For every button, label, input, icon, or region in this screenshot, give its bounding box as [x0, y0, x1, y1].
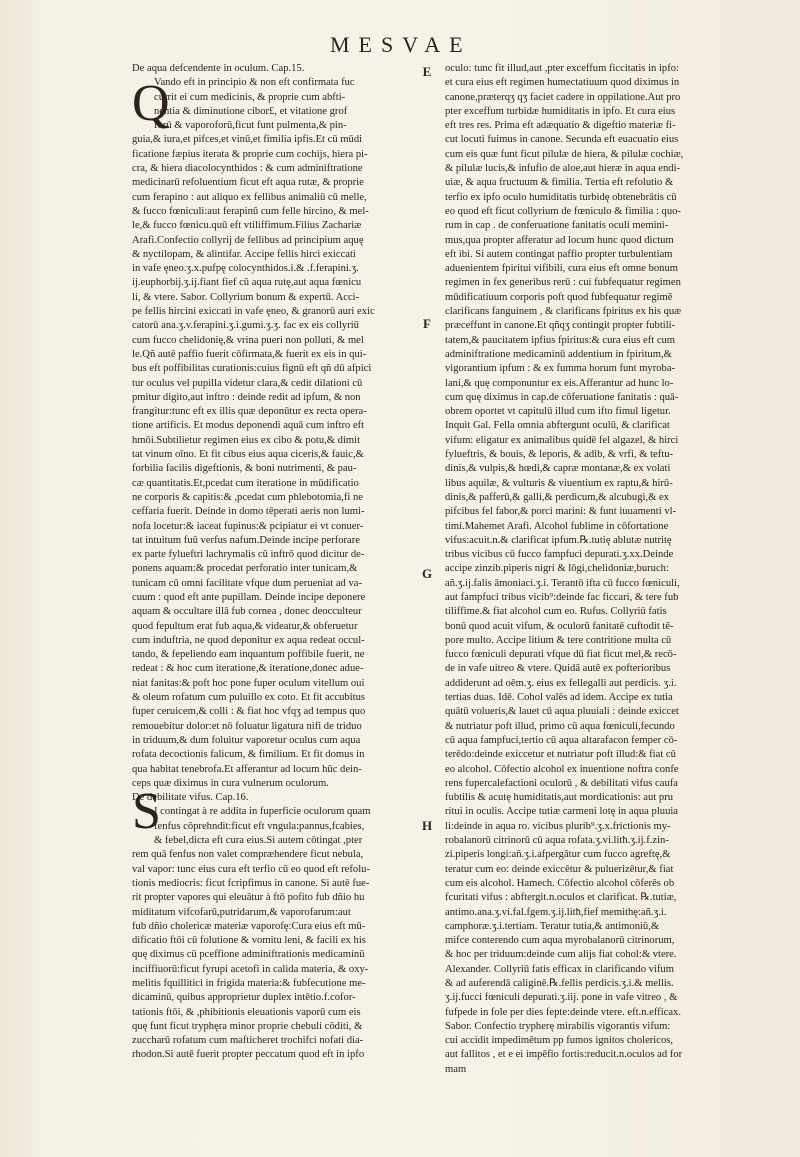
right-column-line: rens fupercalefactioni oculorū , & debilitati vifus caufa [445, 777, 678, 789]
left-column-line: le,& fucco fœnicu.quū eft vtiliffimum.Filius Zachariæ [132, 220, 362, 232]
left-column-line: quod fepultum erat fub aqua,& videatur,& obferuetur [132, 620, 358, 632]
right-column-line: ʒ.ij.fucci fœniculi depurati.ʒ.iij. pone in vafe vitreo , & [445, 992, 678, 1004]
left-column-line: tationis ftōi, & ,phibitionis eleuationis vaporū cum eis [132, 1006, 361, 1018]
right-column-line: Alexander. Collyriū fatis efficax in clarificando vifum [445, 963, 674, 975]
right-column-line: clarificans fanguinem , & clarificans fpiritus ex his quæ [445, 306, 682, 318]
right-column-line: mifce conterendo cum aqua myrobalanorū citrinorum, [445, 935, 675, 947]
left-column-line: le.Qñ autē paffio fuerit cōfirmata,& fuerit ex eis in qui- [132, 348, 367, 360]
left-column-line: tunicam cū omni facilitate vfque dum perueniat ad va- [132, 577, 363, 589]
right-column-line: fcuritati vifus : abftergit.n.oculos et clarificat. ℞.tutiæ, [445, 892, 677, 904]
left-column-line: fuper ceruicem,& colli : & fiat hoc vfqʒ ad tempus quo [132, 706, 366, 718]
left-column-line: ceps quæ diximus in cura vulnerum oculorum. [132, 777, 329, 789]
right-column-line: cui accidit impedimētum pp fumos ignitos cholericos, [445, 1035, 674, 1047]
right-column-line: li:deinde in aqua ro. vicibus plurib⁹.ʒ.x.frictionis my- [445, 820, 671, 832]
left-column-line: li, & vtere. Sabor. Collyrium bonum & expertū. Acci- [132, 291, 360, 303]
right-column-line: teratur cum eo: deinde exiccētur & puluerizētur,& fiat [445, 863, 674, 875]
right-column-line: eo quod eft ficut collyrium de fœniculo & fimilia : quo- [445, 205, 681, 217]
left-column-line: hmōi.Subtilietur regimen eius ex cibo & potu,& dimit [132, 434, 361, 446]
left-column-line: in triduum,& dum foluitur vaporetur oculus cum aqua [132, 734, 361, 746]
right-column-line: obrem oportet vt capitulū illud cum ifto fimul ligetur. [445, 406, 671, 418]
margin-letter-e: E [422, 64, 432, 79]
right-column-line: tertias duas. Idē. Cohol valēs ad idem. Accipe ex tutia [445, 692, 673, 704]
right-column-line: fylueftris, & bouis, & leporis, & adib, & vrfi, & teftu- [445, 449, 674, 461]
left-column-line: fenfus cōprehndit:ficut eft vngula:pannus,fcabies, [154, 820, 365, 832]
right-column-line: & nutriatur poft illud, primo cū aqua fœniculi,fecundo [445, 720, 675, 732]
left-column-line: & oleum rofatum cum puluillo ex coto. Et fit accubitus [132, 692, 366, 704]
left-column-line: redeat : & hoc cum iteratione,& iteratione,donec adue- [132, 663, 364, 675]
right-column-line: fucco fœniculi depurati vfque dū fiat ficut mel,& recō- [445, 649, 677, 661]
right-column-line: cum eis quæ funt ficut pilulæ de hiera, & pilulæ cochiæ, [445, 148, 684, 160]
left-column-line: nofa locetur:& iaceat fupinus:& pcipiatur ei vt conuer- [132, 520, 364, 532]
right-column-line: oculo: tunc fit illud,aut ,pter exceffum ficcitatis in ipfo: [445, 63, 679, 74]
left-column-line: frangitur:tunc eft ex illis quæ deponūtur ex recta opera- [132, 406, 367, 418]
right-column-line: pter exceffum turbidæ humiditatis in ipfo. Et cura eius [445, 105, 676, 117]
right-column-line: antimo.ana.ʒ.vi.fal.fgem.ʒ.ij.litħ,fief memithę:añ.ʒ.i. [445, 906, 667, 918]
drop-cap-s: S [132, 783, 161, 840]
left-column-line: remouebitur dolor:et nō foluatur ligatura nifi de triduo [132, 720, 362, 732]
left-column-line: fub dñio cholericæ materiæ vaporofę:Cura eius eft mū- [132, 920, 366, 932]
right-column-line: pifcibus fel fabor,& porci marini: & funt iuuamenti vl- [445, 506, 677, 518]
right-column-line: dinis,& vulpis,& hœdi,& capræ montanæ,& ex volati [445, 463, 671, 475]
right-column-line: præceffunt in canone.Et qñqʒ contingit propter fubtili- [445, 320, 676, 332]
left-column-line: zuccharū rofatum cum mafticheret trochifci nofati dia- [132, 1035, 364, 1047]
left-column-line: quę funt ficut tryphęra minor proprie chebuli cōditi, & [132, 1020, 363, 1032]
right-column-line: terfio ex ipfo oculo humiditatis turbidę obtenebrātis cū [445, 191, 677, 203]
right-column-line: mam [445, 1063, 467, 1075]
left-column-line: Arafi.Confectio collyrij de fellibus ad principium aquę [132, 234, 364, 246]
right-column-line: lani,& quę componuntur ex eis.Afferantur ad hunc lo- [445, 377, 674, 389]
left-column-line: guia,& iura,et pifces,et vinū,et fimilia ipfis.Et cū mūdi [132, 134, 363, 146]
right-column-line: vifus:acuit.n.& clarificat ipfum.℞.tutię ablutæ nutritę [445, 534, 672, 546]
right-column-line: robalanorū citrinorū cū aqua rofata.ʒ.vi.litħ.ʒ.ij.f.zin- [445, 835, 669, 847]
right-column-line: addiderunt ad oēm.ʒ. eius ex fellegalli aut perdicis. ʒ.i. [445, 677, 677, 689]
left-column-line: niat fanitas:& poft hoc pone fuper oculum vitellum oui [132, 677, 365, 689]
right-column-line: añ.ʒ.ij.falis āmoniaci.ʒ.i. Terantō ifta cū fucco fœniculi, [445, 577, 680, 589]
left-column-line: I contingat à re addita in fuperficie oculorum quam [154, 806, 371, 818]
right-column-line: cū aqua fampfuci,tertio cū aqua altarafacon femper cō- [445, 734, 678, 746]
left-column-line: in vafe ęneo.ʒ.x.pufpę colocynthidos.i.& .f.ferapini.ʒ. [132, 263, 359, 275]
left-column-line: cum induftria, ne quod deponitur ex aqua redeat occul- [132, 634, 365, 646]
right-column-line: Inquit Gal. Fella omnia abftergunt oculū, & clarificat [445, 420, 670, 432]
left-column-line: quę diximus cū pceffione adminiftrationis medicaminū [132, 949, 365, 961]
left-column [132, 62, 427, 1063]
left-column-line: rhodon.Si autē fuerit propter peccatum quod eft in ipfo [132, 1049, 365, 1061]
right-column-line: aut fampfuci tribus vicib⁹:deinde fac ficcari, & tere fub [445, 591, 679, 603]
left-column-line: pe fellis hircini exiccati in vafe ęneo, & granorū auri exic [132, 306, 375, 318]
left-column-line: rem quā fenfus non valet compræhendere ficut nebula, [132, 849, 364, 861]
left-column-line: ij.euphorbij.ʒ.ij.fiant fief cū aqua rutę,aut aqua fœnicu [132, 277, 362, 289]
right-column-line: fubtilis & acutę humiditatis,aut mordicationis: aut pru [445, 792, 674, 804]
left-column-line: De debilitate vifus. Cap.16. [132, 792, 249, 804]
left-column-line: ponens aquam:& procedat perforatio inter tunicam,& [132, 563, 358, 575]
right-column-line: ritui in oculis. Accipe tutiæ carmeni lotę in aqua pluuia [445, 806, 679, 818]
right-column-line: aut fallitos , et e ei impēfio fortis:reducit.n.oculos ad for [445, 1049, 683, 1061]
right-column-line: eo alcohol. Cōfectio alcohol ex inuentione noftra confe [445, 763, 679, 775]
left-column-line: De aqua defcendente in oculum. Cap.15. [132, 63, 305, 74]
left-column-line: qua habitat tenebrofa.Et afferantur ad locum hūc dein- [132, 763, 362, 775]
right-column-line: tatem,& paucitatem ipfius fpiritus:& cura eius eft cum [445, 334, 676, 346]
left-column-line: & nyctilopam, & alintifar. Accipe fellis hirci exiccati [132, 248, 356, 260]
left-column-line: melitis fquillitici in frigida materia:& fubfecutione me- [132, 978, 366, 989]
left-column-line: dicaminū, quibus approprietur duplex intētio.f.cofor- [132, 992, 356, 1004]
left-column-line: tione artificis. Et modus deponendi aquā cum inftro eft [132, 420, 365, 432]
left-column-line: ex parte fylueftri lachrymalis cū inftrō quod dicitur de- [132, 549, 365, 561]
left-column-line: ficatione fæpius iterata & proprie cum cochijs, hiera pi- [132, 148, 368, 160]
margin-letter-g: G [421, 566, 433, 581]
right-column-line: rum in cap . de conferuatione fanitatis oculi memini- [445, 220, 669, 232]
left-column-line: rofata decoctionis falicum, & fimilium. Et fit domus in [132, 749, 365, 761]
right-column-line: tiliffime.& fiat alcohol cum eo. Rufus. Collyriū fatis [445, 606, 667, 618]
left-column-line: miditatum vifcofarū,putridarum,& vaporofarum:aut [132, 906, 351, 918]
left-column-line: tionis mediocris: ficut fcripfimus in canone. Si autē fue- [132, 877, 370, 889]
left-column-line: catorū ana.ʒ.v.ferapini.ʒ.i.gumi.ʒ.ʒ. fac ex eis collyriū [132, 320, 359, 332]
left-column-line: ceffaria fuerit. Deinde in domo tēperati aeris non lumi- [132, 506, 365, 518]
left-column-line: & febel,dicta eft cura eius.Si autem cōtingat ,pter [154, 835, 363, 847]
left-column-line: cæ quantitatis.Et,pcedat cum iteratione in mūdificatio [132, 477, 359, 489]
left-column-line: pmitur digito,aut inftro : deinde redit ad ipfum, & non [132, 391, 361, 403]
right-column-line: bonū quod acuit vifum, & oculorū fanitatē cuftodit tē- [445, 620, 674, 632]
margin-letter-h: H [421, 818, 433, 833]
right-column-line: quātū volueris,& lauet cū aqua pluuiali : deinde exiccet [445, 706, 679, 718]
left-column-line: medicinarū refoluentium ficut eft aqua rutæ, & proprie [132, 177, 364, 189]
right-column-line: adminiftratione medicaminū addentium in fpiritum,& [445, 348, 672, 360]
right-column-line: dinis,& pafferū,& galli,& perdicum,& alcubugi,& ex [445, 491, 669, 503]
right-column-line: Sabor. Confectio trypherę mirabilis vigorantis vifum: [445, 1020, 671, 1032]
running-head: MESVAE [330, 32, 472, 57]
left-column-line: dificatio ftōi cū folutione & vomitu leni, & facili ex his [132, 935, 366, 947]
right-column-line: tribus vicibus cū fucco fampfuci depurati.ʒ.xx.Deinde [445, 549, 674, 561]
right-column-line: zi.piperis longi:añ.ʒ.i.afpergātur cum fucco agreftę,& [445, 849, 671, 861]
left-column-line: cum ferapino : aut aliquo ex fellibus animaliū cū melle, [132, 191, 367, 203]
right-column-line: uiæ, & aqua fructuum & fimilia. Tertia eft refolutio & [445, 177, 674, 189]
right-column-line: & hoc per triduum:deinde cum alijs fiat cohol:& vtere. [445, 949, 677, 961]
right-column [445, 62, 745, 1077]
right-column-line: regimen in fex generibus rerū : cui fubfequatur regimen [445, 277, 681, 289]
right-column-line: de in vafe uitreo & vtere. Quidā autē ex pofterioribus [445, 663, 671, 675]
right-column-line: mus,qua propter afferatur ad locum hunc quod dictum [445, 234, 674, 246]
right-column-line: timi.Mahemet Arafi. Alcohol fublime in cōfortatione [445, 520, 669, 532]
left-column-line: cra, & hiera diacolocynthidos : & cum adminiftratione [132, 163, 363, 175]
left-column-line: aquam & occultare illā fub cornea , donec deocculteur [132, 606, 362, 618]
left-column-line: rit propter vapores qui eleuātur à ftō pofito fub dñio hu [132, 892, 365, 904]
left-column-line: Vando eft in principio & non eft confirmata fuc [154, 77, 355, 89]
right-column-line: cum eis alcohol. Hamech. Cōfectio alcohol cōferēs ob [445, 877, 675, 889]
left-column-line: & fucco fœniculi:aut ferapinū cum felle hircino, & mel- [132, 205, 369, 217]
left-column-line: val vapor: tunc eius cura eft terfio cū eo quod eft refolu- [132, 863, 370, 875]
left-column-line: currit ei cum medicinis, & proprie cum abfti- [154, 91, 346, 103]
margin-letter-f: F [423, 316, 431, 331]
right-column-line: cum quę diximus in cap.de cōferuatione fanitatis : quā- [445, 391, 679, 403]
right-column-line: fufpede in fole per dies fepte:deinde vtere. eft.n.efficax. [445, 1006, 681, 1018]
right-column-line: & pilulæ lucis,& infufio de aloe,aut hieræ in aqua endi- [445, 163, 681, 175]
left-column-line: forū & vaporoforū,ficut funt pulmenta,& pin- [154, 120, 347, 132]
right-column-line: pore multo. Accipe litium & tere contritione multa cū [445, 634, 672, 646]
left-column-line: nentia & diminutione cibor£, et vitatione grof [154, 105, 348, 117]
left-column-line: forbilia facilis digeftionis, & boni nutrimenti, & pau- [132, 463, 357, 475]
left-column-line: ne corporis & capitis:& ,pcedat cum phlebotomia,fi ne [132, 491, 363, 503]
right-column-line: mūdificatiuum corporis poft quod fubfequatur regimē [445, 291, 673, 303]
left-column-line: tando, & fepeliendo eam inquantum poffibile fuerit, ne [132, 649, 365, 661]
left-column-line: tat intuitum fuū verfus nafum.Deinde incipe perforare [132, 534, 360, 546]
right-column-line: aduenientem fpiritui vifibili, cura eius eft omne bonum [445, 263, 679, 275]
left-column-line: tat vinum oīno. Et fit cibus eius aqua ciceris,& fauic,& [132, 449, 364, 461]
right-column-line: et cura eius eft regimen humectatiuum quod diximus in [445, 77, 680, 89]
left-column-line: inciffiuorū:ficut fyrupi acetofi in calida materia, & oxy- [132, 963, 369, 975]
right-column-line: vifum: eligatur ex animalibus quidē fel algazel, & hirci [445, 434, 679, 446]
right-column-line: canone,præterqʒ qʒ faciet cadere in oppilatione.Aut pro [445, 91, 681, 103]
right-column-line: eft ibi. Si autem contingat paffio propter turbulentiam [445, 248, 673, 260]
left-column-line: tur oculus vel pupilla videtur clara,& cedit dilationi cū [132, 377, 363, 389]
right-column-line: vigorantium ipfum : & ex fumma horum funt myroba- [445, 363, 676, 375]
right-column-line: terēdo:deinde exiccetur et nutriatur poft illud:& fiat cū [445, 749, 676, 761]
left-column-line: cuum : quod eft ante pupillam. Deinde incipe deponere [132, 591, 366, 603]
right-column-line: libus aquilæ, & vulturis & viuentium ex raptu,& hirū- [445, 477, 673, 489]
left-column-line: cum fucco chelidonię,& vrina pueri non polluti, & mel [132, 334, 364, 346]
right-column-line: eft tres res. Prima eft adæquatio & digeftio materiæ fi- [445, 120, 676, 132]
right-column-line: & ad auferendā caliginē.℞.fellis perdicis.ʒ.i.& mellis. [445, 978, 674, 989]
drop-cap-q: Q [132, 75, 170, 132]
left-column-line: bus eft poffibilitas curationis:cuius fignū eft qñ dū afpici [132, 363, 372, 375]
right-column-line: camphoræ.ʒ.i.tertiam. Teratur tutia,& antimoniū,& [445, 920, 660, 932]
right-column-line: cut locuti fuimus in canone. Secunda eft euacuatio eius [445, 134, 679, 146]
right-column-line: accipe zinzib.piperis nigri & lōgi,chelidoniæ,buruch: [445, 563, 669, 575]
